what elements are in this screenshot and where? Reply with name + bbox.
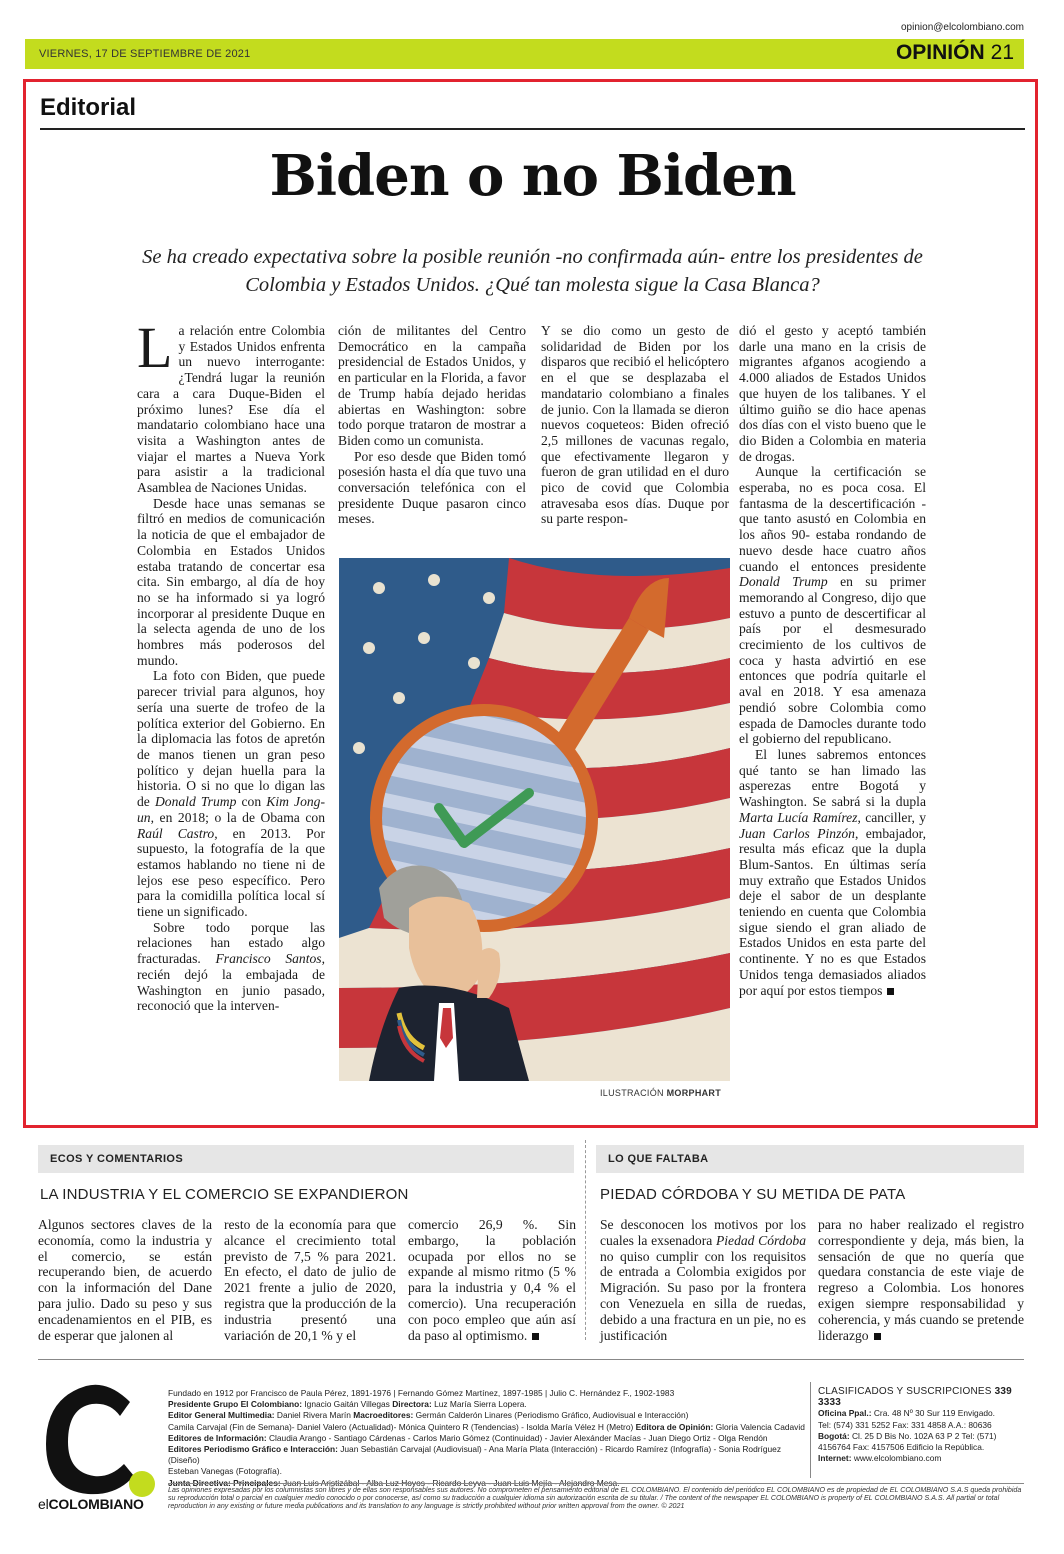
ecos-section-header xyxy=(38,1145,574,1173)
deck-subtitle: Se ha creado expectativa sobre la posible reunión -no confirmada aún- entre los presidentes de Colombia y Estados Unidos. ¿Qué tan molesta sigue la Casa Blanca? xyxy=(142,246,923,296)
end-mark xyxy=(887,988,894,995)
kicker-rule xyxy=(40,128,1025,130)
section-label xyxy=(896,41,1014,65)
issue-date: VIERNES, 17 DE SEPTIEMBRE DE 2021 xyxy=(39,48,251,60)
masthead-line: Editores de Información: Claudia Arango - Santiago Cárdenas - Carlos Mario Gómez (Continuidad) - Javier Alexánder Macías - Juan Diego Ortiz - Olga Rendón xyxy=(168,1432,768,1443)
editorial-kicker: Editorial xyxy=(40,94,137,121)
ecos-title: LA INDUSTRIA Y EL COMERCIO SE EXPANDIERON xyxy=(40,1186,409,1203)
paragraph: Sobre todo porque las relaciones han estado algo fracturadas. Francisco Santos, recién dejó la embajada de Washington en junio pasado, reconoció que la interven- xyxy=(137,919,325,1014)
classifieds-title: CLASIFICADOS Y SUSCRIPCIONES 339 3333 xyxy=(818,1386,1012,1409)
footer-rule xyxy=(38,1359,1024,1360)
paragraph: Aunque la certificación se esperaba, no es poca cosa. El fantasma de la descertificación -que tanto asustó en Colombia en los años 90- estaba rondando de nuevo desde hace cuatro años cuando el entonces presidente Donald Trump en su primer memorando al Congreso, dijo que estuvo a punto de descertificar al país por el desmesurado crecimiento de los cultivos de coca y hasta advirtió en ese entonces que podría quitarle el aval en 2018. Y esa amenaza pendió sobre Colombia como espada de Damocles durante todo el gobierno del republicano. xyxy=(739,464,926,747)
headline: Biden o no Biden xyxy=(269,143,796,209)
end-mark xyxy=(874,1333,881,1340)
end-mark xyxy=(532,1333,539,1340)
paragraph: dió el gesto y aceptó también darle una mano en la crisis de migrantes afganos acogiendo a 4.000 aliados de Estados Unidos que huyen de los talibanes. Y el último guiño se dio hace apenas dos días con el visto bueno que le dio Biden a Colombia en materia de drogas. xyxy=(739,323,926,464)
footer-divider xyxy=(810,1382,811,1478)
ecos-column-3: comercio 26,9 %. Sin embargo, la población ocupada por ellos no se expande al mismo ritmo (5 % para la industria y 0,4 % el comercio). Una recuperación con poco empleo que aún así da paso al optimismo. xyxy=(408,1217,576,1343)
masthead-line: Esteban Vanegas (Fotografía). xyxy=(168,1466,282,1477)
page-number: 21 xyxy=(990,41,1014,64)
classifieds-info: CLASIFICADOS Y SUSCRIPCIONES 339 3333 Oficina Ppal.: Cra. 48 Nº 30 Sur 119 Envigado. Tel: (574) 331 5252 Fax: 331 4858 A.A.: 80636 Bogotá: Cl. 25 D Bis No. 102A 63 P 2 Tel: (571) 4156764 Fax: 4157506 Edificio la República. Internet: www.elcolombiano.com xyxy=(818,1386,1024,1464)
faltaba-column-1: Se desconocen los motivos por los cuales la exsenadora Piedad Córdoba no quiso cumplir con los requisitos de entrada a Colombia exigidos por Migración. Su paso por la frontera con Venezuela en silla de ruedas, debido a una fractura en un pie, no es justificación xyxy=(600,1217,806,1343)
paragraph-text: a relación entre Colombia y Estados Unidos enfrenta un nuevo interrogante: ¿Tendrá lugar la reunión cara a cara Duque-Biden el próximo lunes? Ese día el mandatario colombiano hace una visita a Washington antes de viajar el martes a Nueva York para asistir a la tradicional Asamblea de Naciones Unidas. xyxy=(137,323,325,496)
article-column-2 xyxy=(338,323,526,527)
paragraph: El lunes sabremos entonces qué tanto se han limado las asperezas entre Bogotá y Washington. Se sabrá si la dupla Marta Lucía Ramírez, canciller, y Juan Carlos Pinzón, embajador, resulta más eficaz que la dupla Blum-Santos. En últimas sería muy extraño que Estados Unidos deje el sabor de un desplante teniendo en cuenta que Colombia sigue siendo el gran aliado de Estados Unidos en esta parte del continente. Y no es que Estados Unidos tenga demasiados aliados por aquí por estos tiempos xyxy=(739,746,926,998)
section-divider xyxy=(585,1140,586,1340)
paragraph: ción de militantes del Centro Democrático en la campaña presidencial de Estados Unidos, y en particular en la Florida, a favor de Trump había dejado heridas abiertas en Washington: sobre todo porque trataron de mostrar a Biden como un comunista. xyxy=(338,323,526,448)
disclaimer-rule xyxy=(168,1483,1024,1484)
paragraph: Desde hace unas semanas se filtró en medios de comunicación la noticia de que el embajador de Colombia en Estados Unidos estaba tratando de concertar esa cita. Sin embargo, al día de hoy no se ha informado si ya logró incorporar al presidente Duque en la selecta agenda de uno de los hombres más poderosos del mundo. xyxy=(137,495,325,668)
header-bar xyxy=(25,39,1024,69)
drop-cap: L xyxy=(137,315,173,380)
faltaba-section-header xyxy=(596,1145,1024,1173)
article-column-1 xyxy=(137,315,325,1014)
paragraph: Y se dio como un gesto de solidaridad de Biden por los disparos que recibió el helicóptero en el que se desplazaba el mandatario colombiano a finales de junio. Con la llamada se dieron nuevos coqueteos: Biden ofreció 2,5 millones de vacunas regalo, que efectivamente llegaron y fueron de gran utilidad en el duro pico de covid que Colombia atravesaba esos días. Duque por su parte respon- xyxy=(541,323,729,527)
ecos-column-2: resto de la economía para que alcance el crecimiento total previsto de 7,5 % para 2021. En efecto, el dato de julio de 2021 frente a julio de 2020, registra que la producción de la industria presentó una variación de 20,1 % y el xyxy=(224,1217,396,1343)
illustration-credit: ILUSTRACIÓN MORPHART xyxy=(600,1088,722,1098)
logo-wordmark: elCOLOMBIANO xyxy=(38,1496,144,1512)
faltaba-column-2: para no haber realizado el registro correspondiente y deja, más bien, la sensación de que no quería que quedara constancia de este viaje de regreso a Colombia. Los honores exigen siempre responsabilidad y coherencia, y más cuando se pretende liderazgo xyxy=(818,1217,1024,1343)
masthead-credits xyxy=(168,1388,808,1489)
faltaba-title: PIEDAD CÓRDOBA Y SU METIDA DE PATA xyxy=(600,1186,906,1203)
paragraph: Por eso desde que Biden tomó posesión hasta el día que tuvo una conversación telefónica con el presidente Duque pasaron cinco meses. xyxy=(338,448,526,527)
ecos-section-label: ECOS Y COMENTARIOS xyxy=(50,1153,184,1165)
article-column-3 xyxy=(541,323,729,527)
founded-line: Fundado en 1912 por Francisco de Paula Pérez, 1891-1976 | Fernando Gómez Martínez, 1897-1985 | Julio C. Hernández F., 1902-1983 xyxy=(168,1388,675,1398)
masthead-line: Editores Periodismo Gráfico e Interacción: Juan Sebastián Carvajal (Audiovisual) - Ana María Plata (Interacción) - Ricardo Ramírez (Infografía) - Sonia Rodríguez (Diseño) xyxy=(168,1444,782,1466)
legal-disclaimer: Las opiniones expresadas por los columnistas son libres y de ellas son responsables sus autores. No comprometen el pensamiento editorial de EL COLOMBIANO. El contenido del periódico EL COLOMBIANO es de propiedad de EL COLOMBIANO S.A.S queda prohibida su reproducción total o parcial en cualquier medio conocido o por conocerse, así como su traducción a cualquier idioma sin autorización escrita de su titular. / The content of the newspaper EL COLOMBIANO is property of EL COLOMBIANO S.A.S. All partial or total reproduction in any existing or future media publications and its translation to any language is strictly prohibited without prior written approval from the owner. © 2021 xyxy=(168,1486,1022,1511)
el-colombiano-logo xyxy=(38,1372,160,1512)
paragraph xyxy=(137,315,325,496)
section-name: OPINIÓN xyxy=(895,41,985,64)
contact-email: opinion@elcolombiano.com xyxy=(901,22,1024,33)
faltaba-section-label: LO QUE FALTABA xyxy=(608,1153,709,1165)
article-column-4 xyxy=(739,323,926,998)
masthead-line: Camila Carvajal (Fin de Semana)- Daniel Valero (Actualidad)- Mónica Quintero R (Tendencias) - Isolda María Vélez H (Metro) Editora de Opinión: Gloria Valencia Cadavid xyxy=(168,1421,805,1432)
ecos-column-1: Algunos sectores claves de la economía, como la industria y el comercio, se están recuperando bien, de acuerdo con la información del Dane para julio. Dado su peso y sus encadenamientos en el PIB, es de esperar que jalonen al xyxy=(38,1217,212,1343)
masthead-line: Presidente Grupo El Colombiano: Ignacio Gaitán Villegas Directora: Luz María Sierra Lopera. xyxy=(168,1399,527,1410)
editorial-illustration xyxy=(339,558,730,1081)
masthead-line: Editor General Multimedia: Daniel Rivera Marín Macroeditores: Germán Calderón Linares (Periodismo Gráfico, Audiovisual e Interacción) xyxy=(168,1410,689,1421)
paragraph: La foto con Biden, que puede parecer trivial para algunos, hoy sería una suerte de trofeo de la política exterior del Gobierno. En la diplomacia las fotos de apretón de manos tienen un gran peso político y dejan huella para la historia. O si no que lo digan las de Donald Trump con Kim Jong-un, en 2018; o la de Obama con Raúl Castro, en 2013. Por supuesto, la fotografía de la que estamos hablando no tiene ni de lejos ese peso específico. Pero para la comidilla política local sí tiene un significado. xyxy=(137,668,325,920)
